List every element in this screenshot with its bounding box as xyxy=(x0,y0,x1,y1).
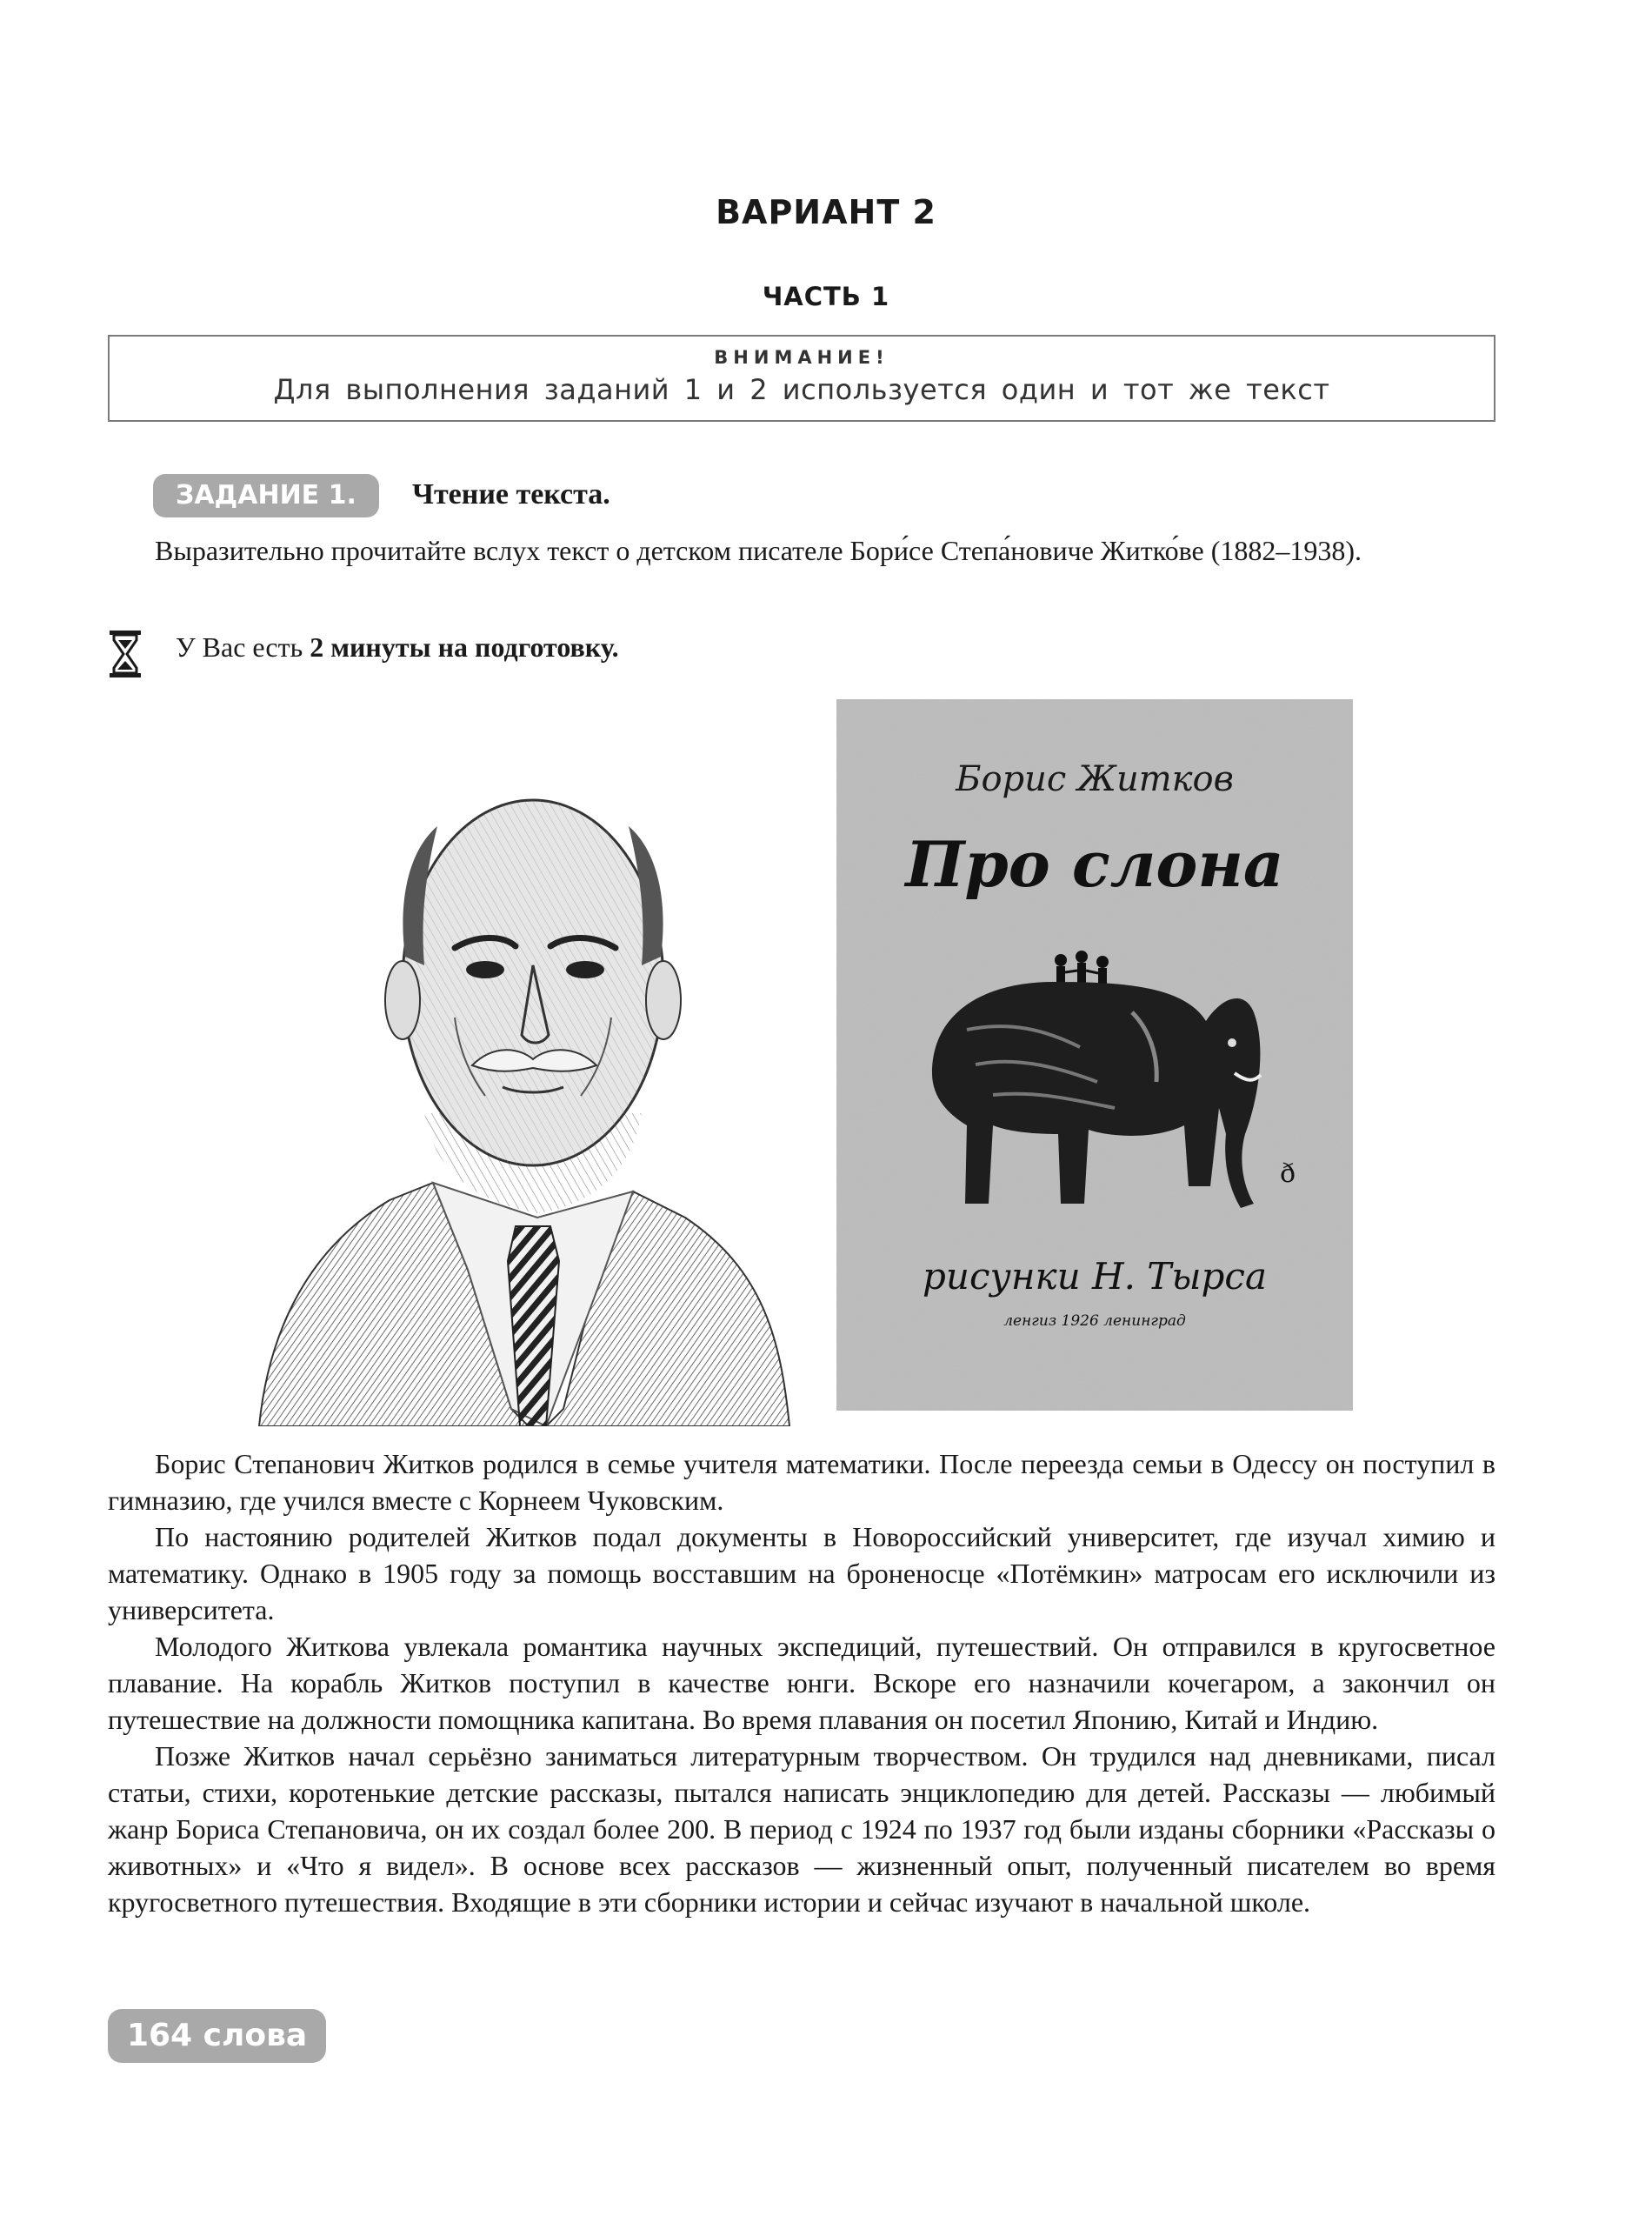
cover-illustrator: рисунки Н. Тырса xyxy=(923,1255,1267,1298)
cover-author: Борис Житков xyxy=(956,759,1234,799)
book-cover-image xyxy=(836,699,1353,1411)
notice-text: Для выполнения заданий 1 и 2 используется один и тот же текст xyxy=(273,373,1330,406)
task-title: Чтение текста. xyxy=(412,478,610,511)
article-body xyxy=(108,1445,1495,1920)
cover-title: Про слона xyxy=(905,827,1284,901)
paragraph-4: Позже Житков начал серьёзно заниматься литературным творчеством. Он трудился над дневниками, писал статьи, стихи, коротенькие детские рассказы, пытался написать энциклопедию для детей. Рассказы — любимый жанр Бориса Степановича, он их создал более 200. В период с 1924 по 1937 год были изданы сборники «Рассказы о животных» и «Что я видел». В основе всех рассказов — жизненный опыт, полученный писателем во время кругосветного путешествия. Входящие в эти сборники истории и сейчас изучают в начальной школе. xyxy=(108,1740,1495,1918)
task-instruction: Выразительно прочитайте вслух текст о детском писателе Бори́се Степа́новиче Житко́ве (1882–1938). xyxy=(155,535,1362,566)
timer-prefix: У Вас есть xyxy=(176,631,303,663)
notice-heading: ВНИМАНИЕ! xyxy=(714,347,889,368)
cover-publisher: ленгиз 1926 ленинград xyxy=(1003,1312,1186,1330)
hourglass-icon xyxy=(108,630,143,678)
paragraph-2: По настоянию родителей Житков подал документы в Новороссийский университет, где изучал химию и математику. Однако в 1905 году за помощь восставшим на броненосце «Потёмкин» матросам его исключили из университета. xyxy=(108,1521,1495,1625)
paragraph-3: Молодого Житкова увлекала романтика научных экспедиций, путешествий. Он отправился в кругосветное плавание. На корабль Житков поступил в качестве юнги. Вскоре его назначили кочегаром, а закончил он путешествие на должности помощника капитана. Во время плавания он посетил Японию, Китай и Индию. xyxy=(108,1631,1495,1735)
paragraph-1: Борис Степанович Житков родился в семье учителя математики. После переезда семьи в Одессу он поступил в гимназию, где учился вместе с Корнеем Чуковским. xyxy=(108,1448,1495,1516)
notice-box xyxy=(108,335,1495,422)
timer-text xyxy=(176,631,619,664)
part-title: ЧАСТЬ 1 xyxy=(762,282,890,311)
timer-bold: 2 минуты на подготовку. xyxy=(310,631,619,663)
task-badge: ЗАДАНИЕ 1. xyxy=(153,474,379,517)
portrait-image xyxy=(250,731,798,1426)
variant-title: ВАРИАНТ 2 xyxy=(716,193,936,231)
svg-text:ð: ð xyxy=(1280,1158,1296,1189)
word-count-badge: 164 слова xyxy=(108,2009,326,2063)
